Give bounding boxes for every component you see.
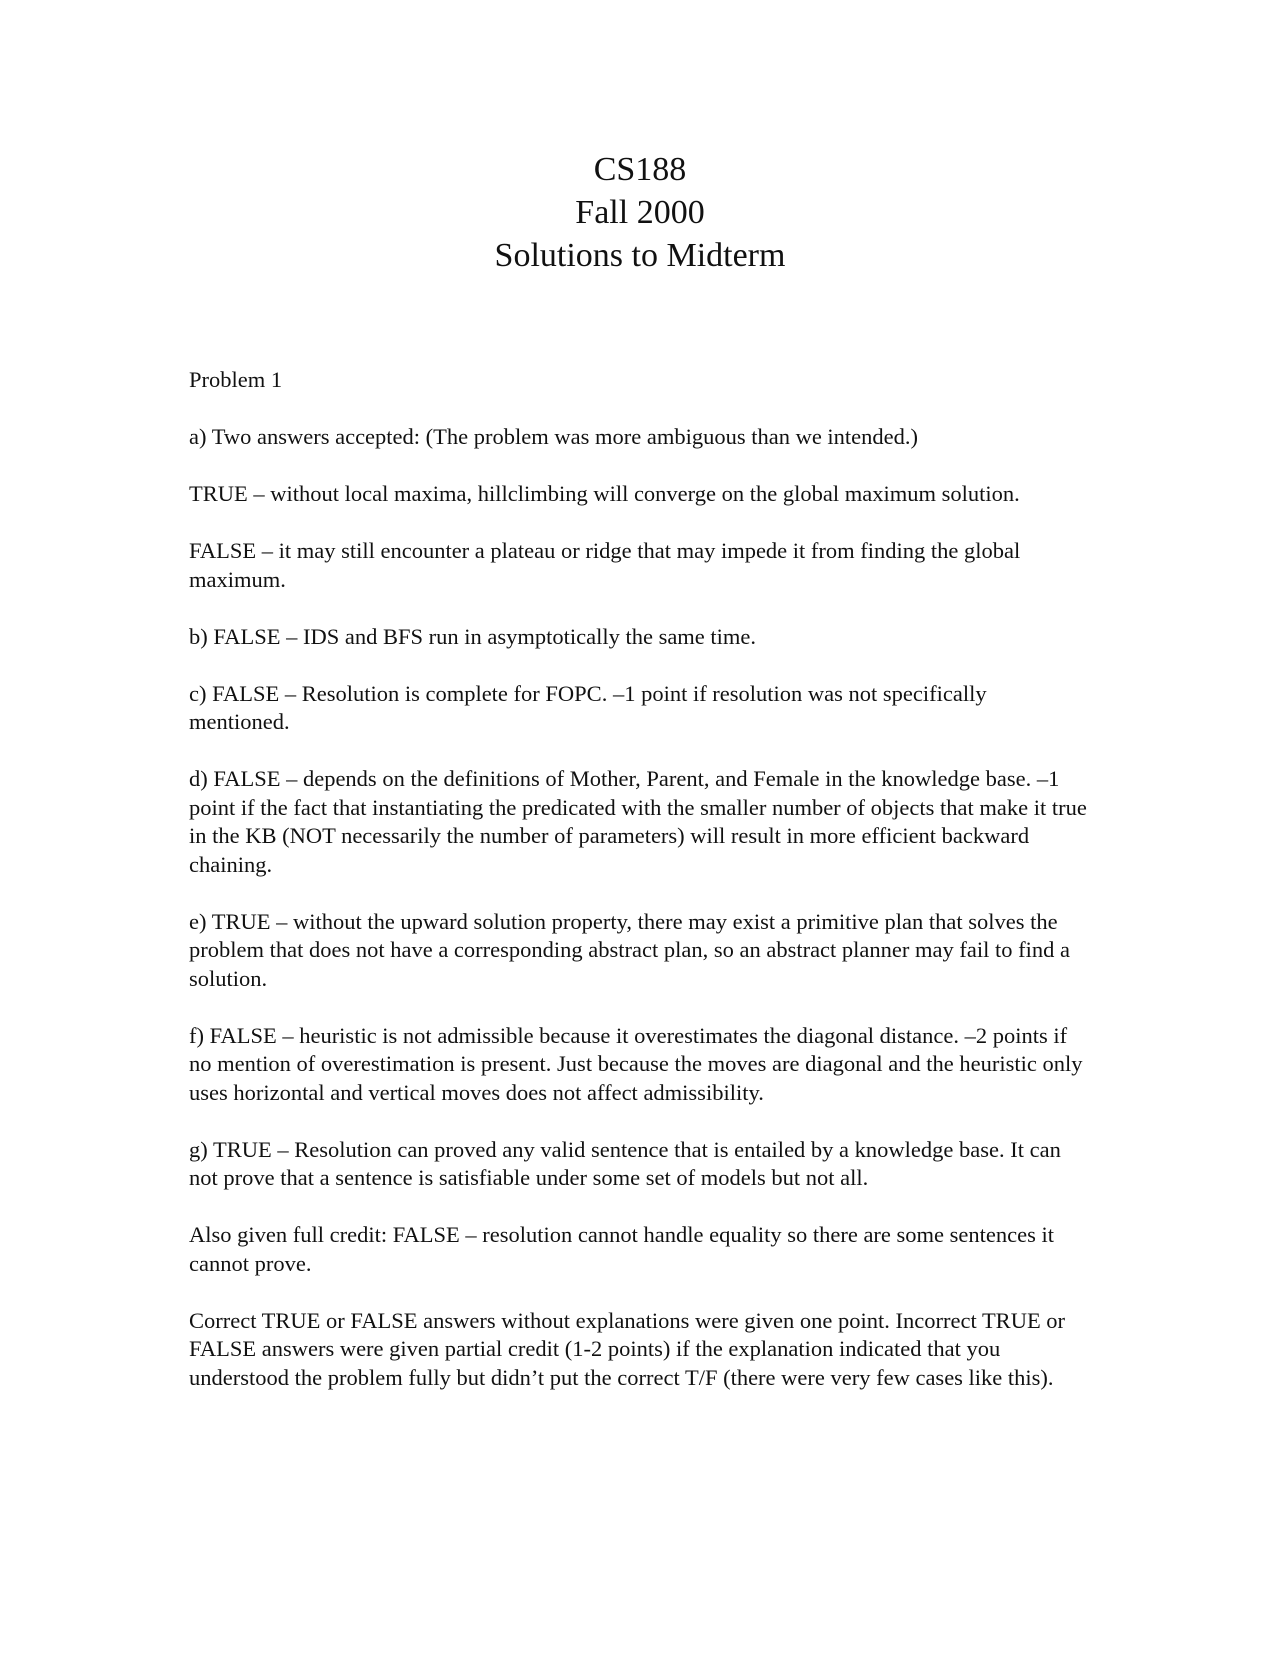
paragraph-b: b) FALSE – IDS and BFS run in asymptotically the same time. — [189, 623, 757, 649]
paragraph-g: g) TRUE – Resolution can proved any valid sentence that is entailed by a knowledge base. It can not prove that a sentence is satisfiable under some set of models but not all. — [189, 1136, 1061, 1190]
title-block — [0, 148, 1280, 277]
paragraph-f: f) FALSE – heuristic is not admissible because it overestimates the diagonal distance. –2 points if no mention of overestimation is present. Just because the moves are diagonal and the heuristic only uses horizontal and vertical moves does not affect admissibility. — [189, 1022, 1083, 1105]
term-title: Fall 2000 — [575, 194, 705, 231]
paragraph-e: e) TRUE – without the upward solution property, there may exist a primitive plan that solves the problem that does not have a corresponding abstract plan, so an abstract planner may fail to find a solution. — [189, 908, 1070, 991]
paragraph-c: c) FALSE – Resolution is complete for FOPC. –1 point if resolution was not specifically mentioned. — [189, 680, 987, 734]
paragraph-g-alt: Also given full credit: FALSE – resolution cannot handle equality so there are some sentences it cannot prove. — [189, 1222, 1054, 1276]
document-body — [189, 366, 1089, 1421]
paragraph-grading-note: Correct TRUE or FALSE answers without explanations were given one point. Incorrect TRUE or FALSE answers were given partial credit (1-2 points) if the explanation indicated that you understood the problem fully but didn’t put the correct T/F (there were very few cases like this). — [189, 1307, 1066, 1390]
paragraph-d: d) FALSE – depends on the definitions of Mother, Parent, and Female in the knowledge base. –1 point if the fact that instantiating the predicated with the smaller number of objects that make it true in the KB (NOT necessarily the number of parameters) will result in more efficient backward chaining. — [189, 766, 1087, 877]
paragraph-a-true: TRUE – without local maxima, hillclimbing will converge on the global maximum solution. — [189, 481, 1020, 506]
problem-heading: Problem 1 — [189, 367, 283, 392]
document-title: Solutions to Midterm — [494, 237, 786, 274]
paragraph-a-intro: a) Two answers accepted: (The problem was more ambiguous than we intended.) — [189, 424, 919, 449]
course-title: CS188 — [593, 151, 687, 188]
paragraph-a-false: FALSE – it may still encounter a plateau or ridge that may impede it from finding the global maximum. — [189, 538, 1021, 592]
